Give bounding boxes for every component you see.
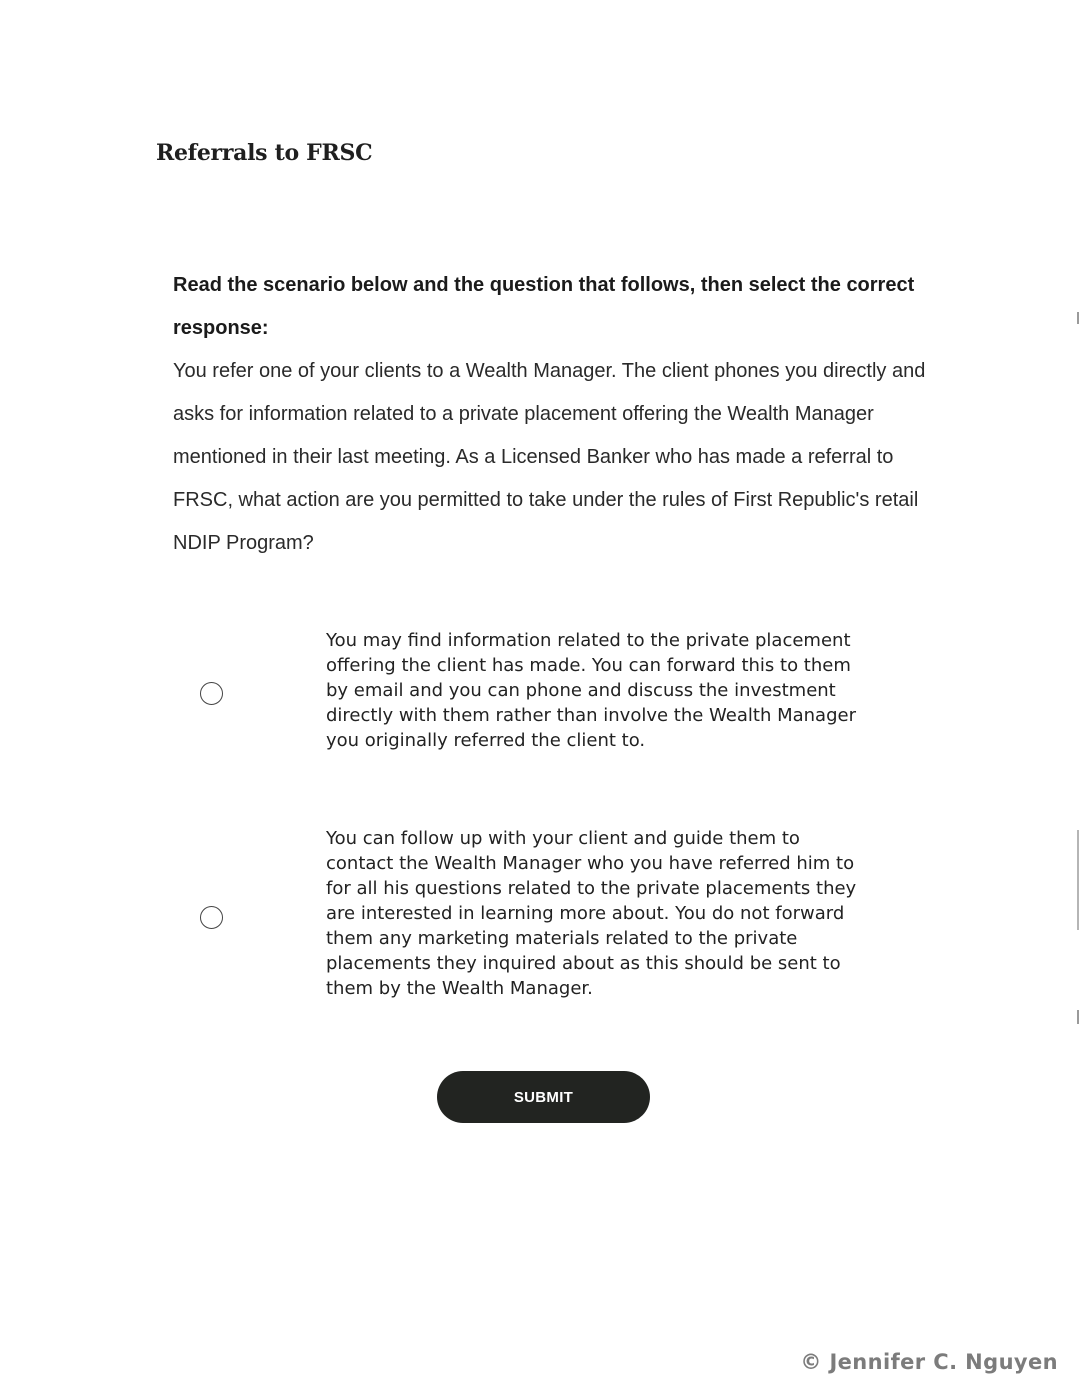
page-title: Referrals to FRSC [156,140,373,166]
scan-edge-mark [1077,830,1079,930]
radio-button-option-1[interactable] [200,682,223,705]
radio-button-option-2[interactable] [200,906,223,929]
question-instruction: Read the scenario below and the question that follows, then select the correct response: [173,274,915,339]
answer-option-2[interactable] [198,826,878,1006]
copyright-watermark: © Jennifer C. Nguyen [800,1350,1058,1374]
answer-option-2-text: You can follow up with your client and guide them to contact the Wealth Manager who you have referred him to for all his questions related to the private placements they are interested in learning more about. You do not forward them any marketing materials related to the private placements they inquired about as this should be sent to them by the Wealth Manager. [326,828,857,999]
submit-button[interactable]: SUBMIT [437,1071,650,1123]
scan-edge-mark [1077,1010,1079,1024]
answer-option-1-text: You may find information related to the private placement offering the client has made. You can forward this to them by email and you can phone and discuss the investment directly with them rather than involve the Wealth Manager you originally referred the client to. [326,630,856,751]
answer-option-1[interactable] [198,628,878,758]
scan-edge-mark [1077,312,1079,324]
question-scenario: You refer one of your clients to a Wealth Manager. The client phones you directly and asks for information related to a private placement offering the Wealth Manager mentioned in their last meeting. As a Licensed Banker who has made a referral to FRSC, what action are you permitted to take under the rules of First Republic's retail NDIP Program? [173,360,926,554]
